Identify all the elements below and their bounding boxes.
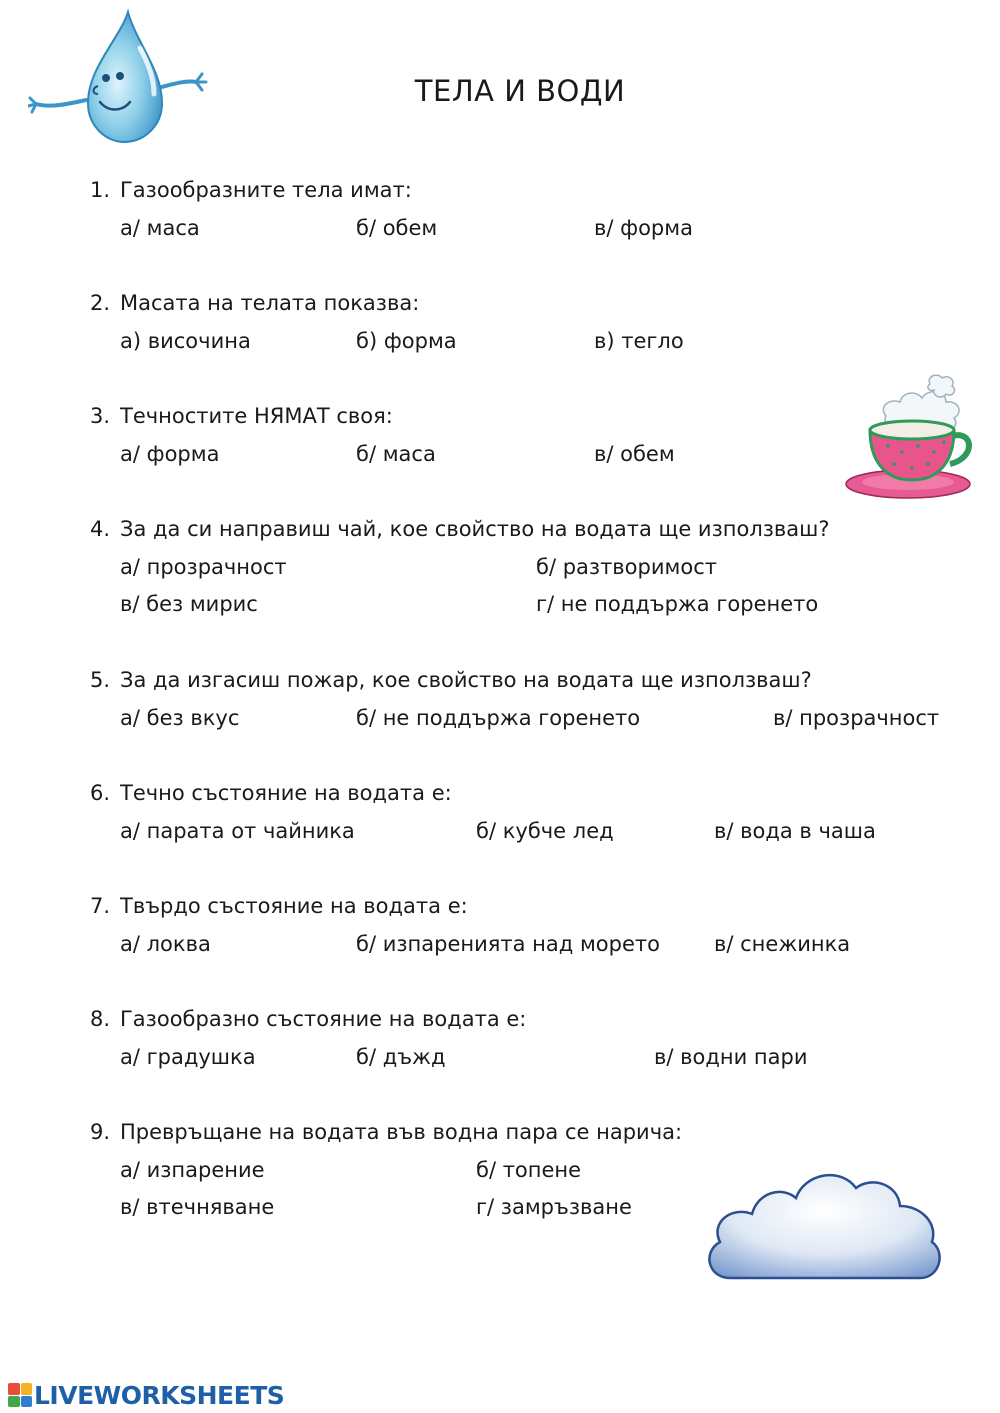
answer-option[interactable]: б/ разтворимост bbox=[536, 555, 717, 579]
liveworksheets-logo bbox=[8, 1380, 284, 1410]
answer-option[interactable]: в) тегло bbox=[594, 329, 684, 353]
question-number: 5. bbox=[90, 668, 111, 692]
answer-option[interactable]: а/ прозрачност bbox=[120, 555, 287, 579]
answer-option[interactable]: в/ снежинка bbox=[714, 932, 851, 956]
answer-option[interactable]: а/ градушка bbox=[120, 1045, 256, 1069]
question-text: Твърдо състояние на водата е: bbox=[120, 894, 468, 918]
logo-text: LIVEWORKSHEETS bbox=[34, 1380, 285, 1410]
question-4 bbox=[90, 517, 830, 541]
question-6 bbox=[90, 781, 452, 805]
answer-option[interactable]: в/ вода в чаша bbox=[714, 819, 876, 843]
question-text: Течностите НЯМАТ своя: bbox=[120, 404, 393, 428]
question-number: 2. bbox=[90, 291, 111, 315]
answer-option[interactable]: г/ не поддържа горенето bbox=[536, 592, 819, 616]
question-text: За да изгасиш пожар, кое свойство на водата ще използваш? bbox=[120, 668, 812, 692]
cloud-illustration bbox=[700, 1160, 946, 1290]
answer-option[interactable]: в/ обем bbox=[594, 442, 675, 466]
answer-option[interactable]: а/ форма bbox=[120, 442, 220, 466]
answer-option[interactable]: б/ маса bbox=[356, 442, 436, 466]
question-number: 9. bbox=[90, 1120, 111, 1144]
answer-option[interactable]: в/ водни пари bbox=[654, 1045, 808, 1069]
answer-option[interactable]: а/ локва bbox=[120, 932, 211, 956]
question-number: 1. bbox=[90, 178, 111, 202]
answer-option[interactable]: б/ кубче лед bbox=[476, 819, 614, 843]
answer-option[interactable]: а/ изпарение bbox=[120, 1158, 265, 1182]
answer-option[interactable]: в/ прозрачност bbox=[773, 706, 940, 730]
answer-option[interactable]: б/ топене bbox=[476, 1158, 582, 1182]
tea-cup-illustration bbox=[842, 372, 978, 504]
question-2 bbox=[90, 291, 419, 315]
question-text: Масата на телата показва: bbox=[120, 291, 420, 315]
answer-option[interactable]: а/ парата от чайника bbox=[120, 819, 355, 843]
answer-option[interactable]: а) височина bbox=[120, 329, 251, 353]
question-text: Газообразно състояние на водата е: bbox=[120, 1007, 527, 1031]
answer-option[interactable]: б) форма bbox=[356, 329, 457, 353]
question-number: 4. bbox=[90, 517, 111, 541]
page-title: ТЕЛА И ВОДИ bbox=[414, 74, 626, 108]
question-number: 3. bbox=[90, 404, 111, 428]
answer-option[interactable]: в/ без мирис bbox=[120, 592, 258, 616]
question-number: 8. bbox=[90, 1007, 111, 1031]
answer-option[interactable]: а/ маса bbox=[120, 216, 200, 240]
question-9 bbox=[90, 1120, 682, 1144]
question-1 bbox=[90, 178, 412, 202]
answer-option[interactable]: б/ обем bbox=[356, 216, 438, 240]
question-text: Течно състояние на водата е: bbox=[120, 781, 452, 805]
question-7 bbox=[90, 894, 468, 918]
answer-option[interactable]: б/ не поддържа горенето bbox=[356, 706, 641, 730]
question-text: Газообразните тела имат: bbox=[120, 178, 412, 202]
answer-option[interactable]: б/ изпаренията над морето bbox=[356, 932, 660, 956]
question-text: Превръщане на водата във водна пара се нарича: bbox=[120, 1120, 683, 1144]
question-text: За да си направиш чай, кое свойство на водата ще използваш? bbox=[120, 517, 830, 541]
logo-badge-icon bbox=[8, 1383, 32, 1407]
answer-option[interactable]: б/ дъжд bbox=[356, 1045, 446, 1069]
question-number: 7. bbox=[90, 894, 111, 918]
answer-option[interactable]: г/ замръзване bbox=[476, 1195, 632, 1219]
question-5 bbox=[90, 668, 812, 692]
answer-option[interactable]: в/ втечняване bbox=[120, 1195, 275, 1219]
question-3 bbox=[90, 404, 393, 428]
answer-option[interactable]: в/ форма bbox=[594, 216, 693, 240]
answer-option[interactable]: а/ без вкус bbox=[120, 706, 240, 730]
question-number: 6. bbox=[90, 781, 111, 805]
question-8 bbox=[90, 1007, 526, 1031]
